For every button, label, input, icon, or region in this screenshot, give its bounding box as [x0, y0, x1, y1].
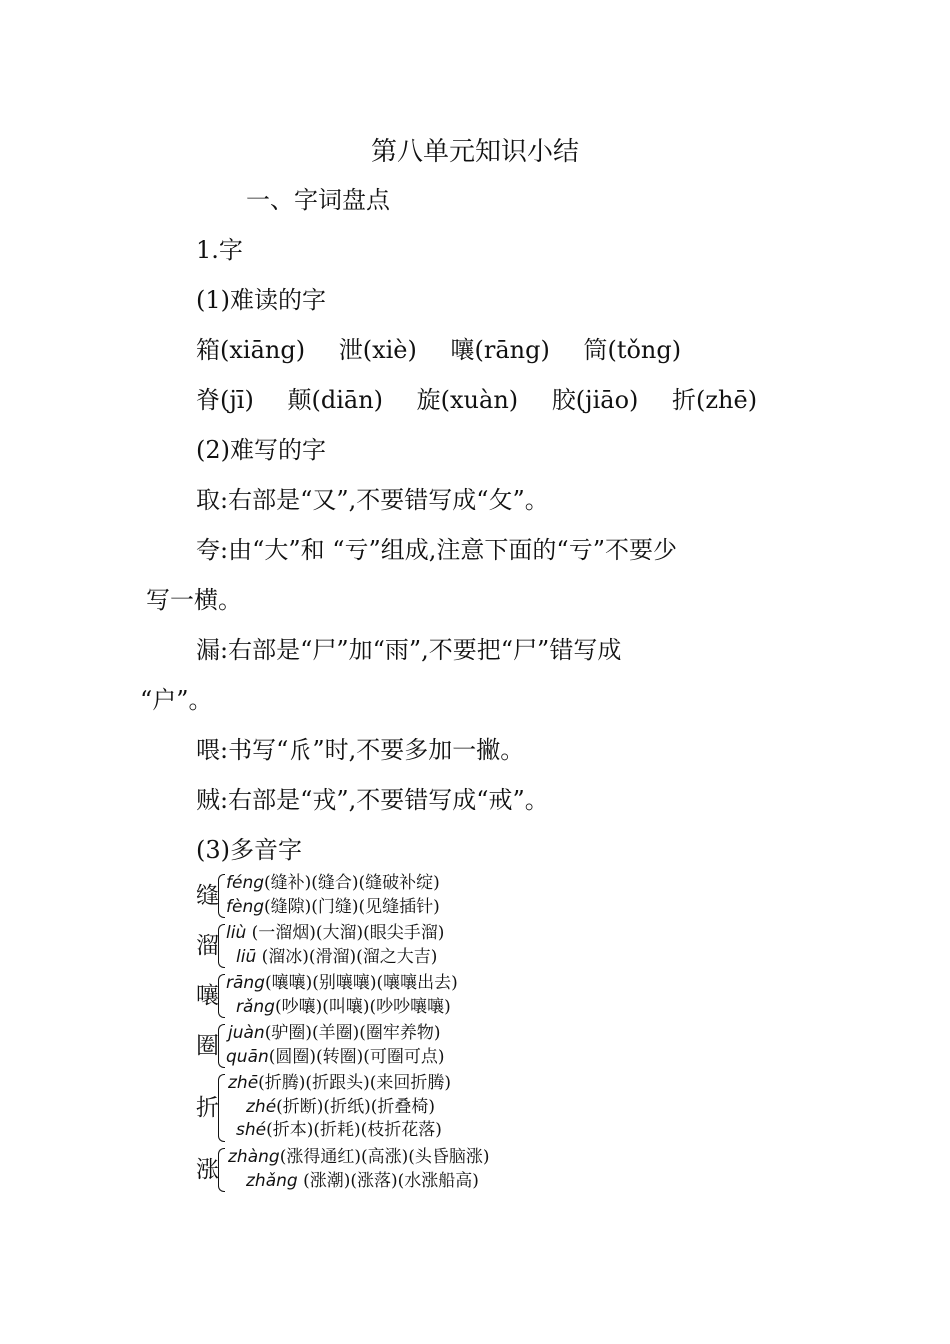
hard-read-item: 筒(tǒng): [583, 336, 682, 364]
hard-write-kua-line-2: 写一横。: [146, 586, 242, 614]
pinyin: rāng: [226, 973, 265, 993]
hard-write-kua-line-1: 夸:由“大”和 “亏”组成,注意下面的“亏”不要少: [196, 536, 677, 564]
brace-shape: [218, 924, 225, 968]
example-words: (涨得通红)(高涨)(头昏脑涨): [279, 1147, 490, 1167]
reading-line: [226, 922, 444, 944]
polyphonic-char: 圈: [196, 1033, 219, 1059]
pinyin: juàn: [228, 1023, 265, 1043]
example-words: (圆圈)(转圈)(可圈可点): [268, 1047, 445, 1067]
pinyin: zhē: [228, 1073, 259, 1093]
example-words: (涨潮)(涨落)(水涨船高): [297, 1171, 479, 1191]
pinyin: zhé: [246, 1097, 277, 1117]
example-words: (折本)(折耗)(枝折花落): [266, 1120, 442, 1140]
hard-read-heading: (1)难读的字: [196, 286, 326, 314]
example-words: (吵嚷)(叫嚷)(吵吵嚷嚷): [274, 997, 451, 1017]
hard-read-row-2: [196, 385, 757, 415]
example-words: (驴圈)(羊圈)(圈牢养物): [264, 1023, 441, 1043]
pinyin: liū: [236, 947, 257, 967]
hard-write-lou-line-1: 漏:右部是“尸”加“雨”,不要把“尸”错写成: [196, 636, 622, 664]
reading-line: [228, 1022, 441, 1044]
hard-read-item: 泄(xiè): [338, 336, 417, 364]
hard-read-item: 颠(diān): [287, 386, 384, 414]
pinyin: féng: [226, 873, 265, 893]
pinyin: zhàng: [228, 1147, 280, 1167]
hard-read-item: 旋(xuàn): [416, 386, 519, 414]
hard-read-item: 嚷(rāng): [450, 336, 550, 364]
reading-line: [226, 1046, 445, 1068]
reading-line: [226, 972, 458, 994]
reading-line: [228, 1146, 489, 1168]
reading-line: [226, 896, 440, 918]
example-words: (折断)(折纸)(折叠椅): [276, 1097, 435, 1117]
hard-write-wei: 喂:书写“𠂢”时,不要多加一撇。: [196, 736, 525, 764]
polyphonic-heading: (3)多音字: [196, 836, 302, 864]
reading-line: [228, 1072, 451, 1094]
hard-write-lou-line-2: “户”。: [140, 686, 213, 714]
hard-write-heading: (2)难写的字: [196, 436, 326, 464]
example-words: (嚷嚷)(别嚷嚷)(嚷嚷出去): [264, 973, 458, 993]
reading-line: [236, 1119, 442, 1141]
example-words: (溜冰)(滑溜)(溜之大吉): [256, 947, 438, 967]
brace-shape: [218, 1024, 225, 1068]
example-words: (缝补)(缝合)(缝破补绽): [264, 873, 440, 893]
polyphonic-char: 溜: [196, 933, 219, 959]
pinyin: fèng: [226, 897, 265, 917]
pinyin: liù: [226, 923, 247, 943]
polyphonic-char: 涨: [196, 1157, 219, 1183]
polyphonic-char: 嚷: [196, 983, 219, 1009]
polyphonic-char: 缝: [196, 883, 219, 909]
brace-shape: [218, 874, 225, 918]
polyphonic-char: 折: [196, 1095, 219, 1121]
reading-line: [246, 1096, 435, 1118]
reading-line: [236, 996, 451, 1018]
page-title: 第八单元知识小结: [370, 137, 579, 167]
pinyin: shé: [236, 1120, 267, 1140]
subsection-heading: 1.字: [196, 236, 243, 264]
hard-read-item: 脊(jī): [196, 386, 254, 414]
reading-line: [246, 1170, 479, 1192]
pinyin: zhǎng: [246, 1171, 298, 1191]
example-words: (折腾)(折跟头)(来回折腾): [258, 1073, 451, 1093]
brace-shape: [218, 1074, 225, 1142]
example-words: (缝隙)(门缝)(见缝插针): [264, 897, 440, 917]
hard-read-item: 折(zhē): [672, 386, 758, 414]
section-heading: 一、字词盘点: [246, 186, 390, 214]
hard-write-qu: 取:右部是“又”,不要错写成“攵”。: [196, 486, 549, 514]
example-words: (一溜烟)(大溜)(眼尖手溜): [246, 923, 445, 943]
pinyin: quān: [226, 1047, 269, 1067]
brace-shape: [218, 974, 225, 1018]
hard-read-item: 胶(jiāo): [551, 386, 639, 414]
brace-shape: [218, 1148, 225, 1192]
hard-write-zei: 贼:右部是“戎”,不要错写成“戒”。: [196, 786, 549, 814]
reading-line: [236, 946, 437, 968]
reading-line: [226, 872, 440, 894]
hard-read-row-1: [196, 335, 681, 365]
hard-read-item: 箱(xiāng): [196, 336, 306, 364]
pinyin: rǎng: [236, 997, 275, 1017]
